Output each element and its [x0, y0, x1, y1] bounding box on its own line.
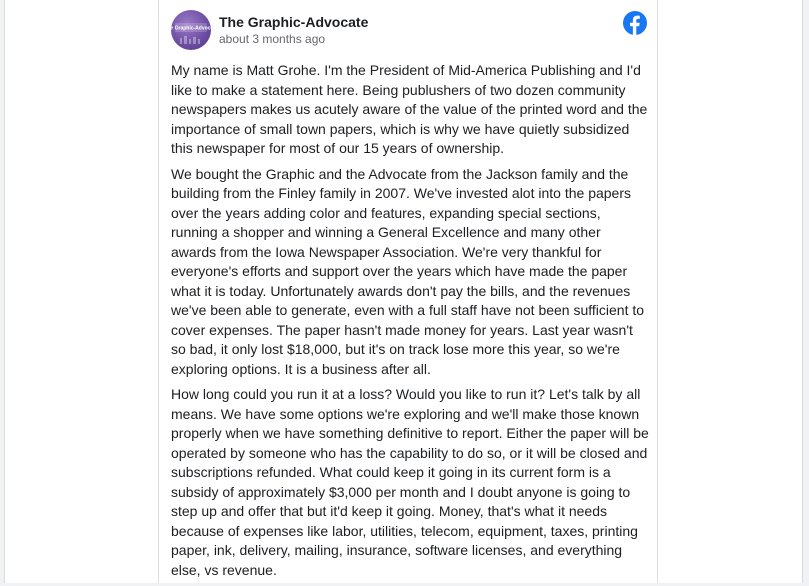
- page-name[interactable]: The Graphic-Advocate: [219, 14, 369, 30]
- post-paragraph-3: How long could you run it at a loss? Would you like to run it? Let's talk by all means. We have some options we're exploring and we'll make those known properly when we have something definitive to report. Either the paper will be operated by someone who has the capability to do so, or it will be closed and subscriptions refunded. What could keep it going in its current form is a subsidy of approximately $3,000 per month and I doubt anyone is going to step up and offer that but it'd keep it going. Money, that's what it needs because of expenses like labor, utilities, telecom, equipment, taxes, printing paper, ink, delivery, mailing, insurance, software licenses, and everything else, vs revenue.: [171, 386, 649, 578]
- post-timestamp[interactable]: about 3 months ago: [219, 32, 326, 46]
- page-avatar[interactable]: [164, 10, 218, 50]
- page-frame: [4, 0, 803, 583]
- facebook-icon[interactable]: [623, 11, 647, 35]
- post-paragraph-2: We bought the Graphic and the Advocate from the Jackson family and the building from the Finley family in 2007. We've invested alot into the papers over the years adding color and features, expanding special sections, running a shopper and winning a General Excellence and many other awards from the Iowa Newspaper Association. We're very thankful for everyone's efforts and support over the years which have made the paper what it is today. Unfortunately awards don't pay the bills, and the revenues we've been able to generate, even with a full staff have not been sufficient to cover expenses. The paper hasn't made money for years. Last year wasn't so bad, it only lost $18,000, but it's on track lose more this year, so we're exploring options. It is a business after all.: [171, 165, 645, 377]
- svg-text:The Graphic-Advocate: The Graphic-Advocate: [164, 25, 218, 32]
- post-paragraph-1: My name is Matt Grohe. I'm the President of Mid-America Publishing and I'd like to make a statement here. Being publushers of two dozen community newspapers makes us acutely aware of the value of the printed word and the importance of small town papers, which is why we have quietly subsidized this newspaper for most of our 15 years of ownership.: [171, 62, 648, 156]
- facebook-logo-svg: [623, 11, 647, 35]
- post-body: [171, 61, 649, 586]
- avatar-logo-image: [164, 10, 218, 50]
- post-header: [164, 10, 647, 52]
- facebook-post-card: [158, 0, 658, 583]
